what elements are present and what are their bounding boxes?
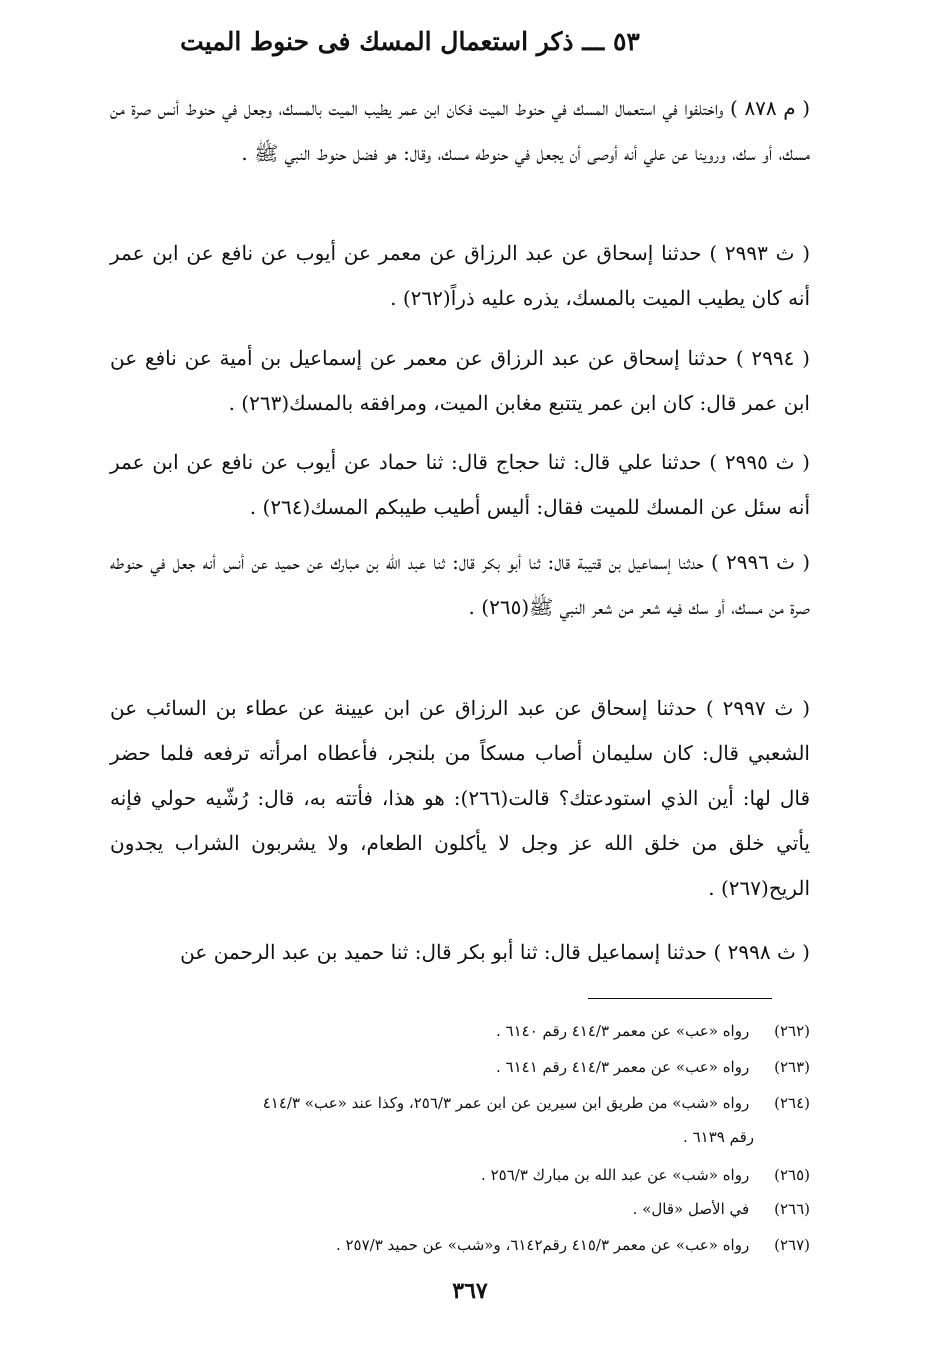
footnote-262: [110, 1014, 810, 1048]
paragraph-m878: [110, 86, 810, 176]
footnote-number: (٢٦٤): [774, 1094, 810, 1112]
paragraph-text: ( ث ٢٩٩٦ ) حدثنا إسماعيل بن قتيبة قال: ثنا أبو بكر قال: ثنا عبد الله بن مبارك عن حميد عن أنس أنه جعل في حنوطه صرة من مسك، أو سك فيه شعر من شعر النبي ﷺ(٢٦٥) .: [110, 550, 810, 619]
footnote-number: (٢٦٥): [774, 1166, 810, 1184]
footnote-continuation: رقم ٦١٣٩ .: [683, 1128, 754, 1146]
footnote-text: في الأصل «قال» .: [632, 1200, 750, 1218]
paragraph-2995: [110, 440, 810, 530]
footnote-separator: [588, 998, 772, 999]
footnote-number: (٢٦٦): [774, 1200, 810, 1218]
footnote-number: (٢٦٣): [774, 1058, 810, 1076]
paragraph-text: ( ث ٢٩٩٨ ) حدثنا إسماعيل قال: ثنا أبو بكر قال: ثنا حميد بن عبد الرحمن عن: [180, 940, 810, 964]
paragraph-text: ( ث ٢٩٩٧ ) حدثنا إسحاق عن عبد الرزاق عن ابن عيينة عن عطاء بن السائب عن الشعبي قال: كان سليمان أصاب مسكاً من بلنجر، فأعطاه امرأته ترفعه فلما حضر قال لها: أين الذي استودعتك؟ قالت(٢٦٦): هو هذا، فأتته به، قال: رُشّيه حولي فإنه يأتي خلق من خلق الله عز وجل لا يأكلون الطعام، ولا يشربون الشراب يجدون الريح(٢٦٧) .: [110, 696, 810, 900]
paragraph-text: ( ث ٢٩٩٣ ) حدثنا إسحاق عن عبد الرزاق عن معمر عن أيوب عن نافع عن ابن عمر أنه كان يطيب الميت بالمسك، يذره عليه ذراً(٢٦٢) .: [110, 241, 810, 310]
footnote-number: (٢٦٧): [774, 1236, 810, 1254]
footnote-266: [110, 1192, 810, 1226]
footnote-text: رواه «شب» من طريق ابن سيرين عن ابن عمر ٢٥٦/٣، وكذا عند «عب» ٤١٤/٣: [262, 1094, 750, 1112]
paragraph-text: ( ث ٢٩٩٥ ) حدثنا علي قال: ثنا حجاج قال: ثنا حماد عن أيوب عن نافع عن ابن عمر أنه سئل عن المسك للميت فقال: أليس أطيب طيبكم المسك(٢٦٤) .: [110, 450, 810, 519]
paragraph-2993: [110, 231, 810, 321]
footnote-265: [110, 1158, 810, 1192]
paragraph-2997: [110, 686, 810, 911]
footnote-text: رواه «عب» عن معمر ٤١٤/٣ رقم ٦١٤٠ .: [496, 1022, 750, 1040]
footnote-text: رواه «عب» عن معمر ٤١٥/٣ رقم٦١٤٢، و«شب» عن حميد ٢٥٧/٣ .: [335, 1236, 750, 1254]
paragraph-2994: [110, 336, 810, 426]
paragraph-2998: [110, 930, 810, 975]
page-title: ٥٣ ـــ ذكر استعمال المسك فى حنوط الميت: [180, 27, 640, 56]
footnote-text: رواه «شب» عن عبد الله بن مبارك ٢٥٦/٣ .: [481, 1166, 750, 1184]
footnote-263: [110, 1050, 810, 1084]
paragraph-text: ( م ٨٧٨ ) واختلفوا في استعمال المسك في حنوط الميت فكان ابن عمر يطيب الميت بالمسك، وجعل في حنوط أنس صرة من مسك، أو سك، وروينا عن علي أنه أوصى أن يجعل في حنوطه مسك، وقال: هو فضل حنوط النبي ﷺ .: [110, 96, 810, 165]
footnote-text: رواه «عب» عن معمر ٤١٤/٣ رقم ٦١٤١ .: [496, 1058, 750, 1076]
footnote-267: [110, 1228, 810, 1262]
paragraph-2996: [110, 540, 810, 630]
page-number: ٣٦٧: [452, 1278, 488, 1304]
footnote-264: [110, 1086, 810, 1154]
footnote-number: (٢٦٢): [774, 1022, 810, 1040]
paragraph-text: ( ٢٩٩٤ ) حدثنا إسحاق عن عبد الرزاق عن معمر عن إسماعيل بن أمية عن نافع عن ابن عمر قال: كان ابن عمر يتتبع مغابن الميت، ومرافقه بالمسك(٢٦٣) .: [110, 346, 810, 415]
